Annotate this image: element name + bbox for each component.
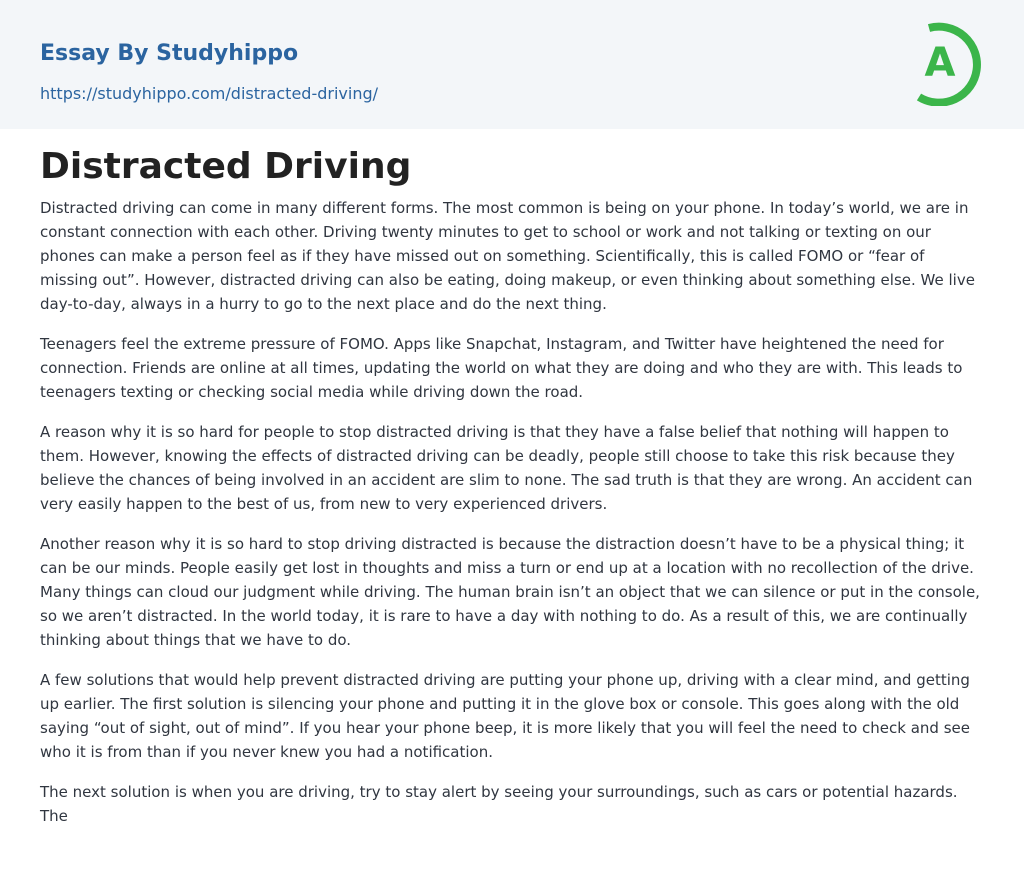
logo-ring-icon (908, 18, 988, 106)
essay-paragraph: Teenagers feel the extreme pressure of FOMO. Apps like Snapchat, Instagram, and Twitter have heightened the need for connection. Friends are online at all times, updating the world on what they are doing and who they are with. This leads to teenagers texting or checking social media while driving down the road. (40, 335, 963, 401)
essay-paragraph: Distracted driving can come in many different forms. The most common is being on your phone. In today’s world, we are in constant connection with each other. Driving twenty minutes to get to school or work and not talking or texting on our phones can make a person feel as if they have missed out on something. Scientifically, this is called FOMO or “fear of missing out”. However, distracted driving can also be eating, doing makeup, or even thinking about something else. We live day-to-day, always in a hurry to go to the next place and do the next thing. (40, 199, 975, 313)
studyhippo-logo[interactable] (908, 18, 988, 106)
essay-paragraph: A reason why it is so hard for people to stop distracted driving is that they have a false belief that nothing will happen to them. However, knowing the effects of distracted driving can be deadly, people still choose to take this risk because they believe the chances of being involved in an accident are slim to none. The sad truth is that they are wrong. An accident can very easily happen to the best of us, from new to very experienced drivers. (40, 423, 973, 513)
essay-title: Distracted Driving (40, 146, 412, 187)
essay-paragraph: Another reason why it is so hard to stop driving distracted is because the distraction doesn’t have to be a physical thing; it can be our minds. People easily get lost in thoughts and miss a turn or end up at a location with no recollection of the drive. Many things can cloud our judgment while driving. The human brain isn’t an object that we can silence or put in the console, so we aren’t distracted. In the world today, it is rare to have a day with nothing to do. As a result of this, we are continually thinking about things that we have to do. (40, 535, 980, 649)
source-url-link[interactable]: https://studyhippo.com/distracted-driving/ (40, 84, 378, 103)
essay-content (40, 144, 984, 844)
essay-paragraph: A few solutions that would help prevent distracted driving are putting your phone up, driving with a clear mind, and getting up earlier. The first solution is silencing your phone and putting it in the glove box or console. This goes along with the old saying “out of sight, out of mind”. If you hear your phone beep, it is more likely that you will feel the need to check and see who it is from than if you never knew you had a notification. (40, 671, 970, 761)
logo-letter: A (924, 40, 956, 86)
header-banner (0, 0, 1024, 129)
brand-title: Essay By Studyhippo (40, 41, 299, 66)
essay-paragraph: The next solution is when you are driving, try to stay alert by seeing your surroundings, such as cars or potential hazards. The (40, 783, 958, 825)
